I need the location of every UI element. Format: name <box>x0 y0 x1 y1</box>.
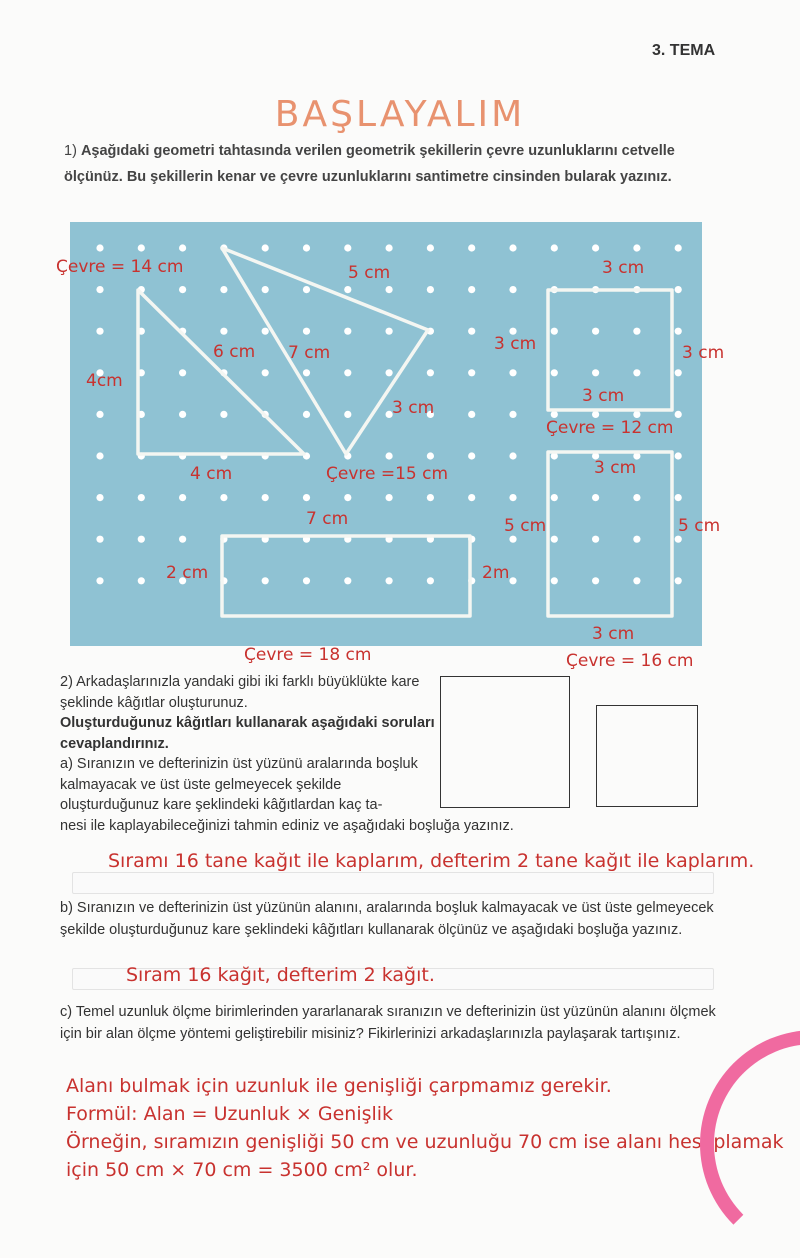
peg <box>138 536 145 543</box>
large-square-paper <box>440 676 570 808</box>
square-side-label: 3 cm <box>582 386 625 406</box>
peg <box>262 369 269 376</box>
peg <box>179 411 186 418</box>
peg <box>633 411 640 418</box>
peg <box>592 328 599 335</box>
perimeter-square-label: Çevre = 12 cm <box>546 418 674 438</box>
peg <box>386 452 393 459</box>
perimeter-rectangle-label: Çevre = 16 cm <box>566 651 694 671</box>
peg <box>551 411 558 418</box>
peg <box>96 494 103 501</box>
peg <box>468 244 475 251</box>
peg <box>179 286 186 293</box>
question-1-text: Aşağıdaki geometri tahtasında verilen geometrik şekillerin çevre uzunluklarını cetvelle ölçünüz. Bu şekillerin kenar ve çevre uzunluklarını santimetre cinsinden bularak yazınız. <box>64 143 675 185</box>
answer-c-line: için 50 cm × 70 cm = 3500 cm² olur. <box>66 1159 418 1181</box>
peg <box>675 577 682 584</box>
peg <box>633 244 640 251</box>
peg <box>220 328 227 335</box>
peg <box>386 494 393 501</box>
peg <box>96 286 103 293</box>
peg <box>344 244 351 251</box>
question-2b: b) Sıranızın ve defterinizin üst yüzünün alanını, aralarında boşluk kalmayacak ve üst üste gelmeyecek şekilde oluşturduğunuz kare şeklindeki kâğıtları kullanarak ölçünüz ve aşağıdaki boşluğa yazınız. <box>60 900 714 938</box>
peg <box>592 494 599 501</box>
peg <box>303 286 310 293</box>
answer-c-line: Alanı bulmak için uzunluk ile genişliği çarpmamız gerekir. <box>66 1075 612 1097</box>
peg <box>427 577 434 584</box>
peg <box>262 328 269 335</box>
kite-side-label: 3 cm <box>392 398 435 418</box>
peg <box>675 494 682 501</box>
small-square-paper <box>596 705 698 807</box>
triangle-side-label: 4cm <box>86 371 123 391</box>
peg <box>96 452 103 459</box>
question-2a-text-end: nesi ile kaplayabileceğinizi tahmin ediniz ve aşağıdaki boşluğa yazınız. <box>60 818 514 834</box>
peg <box>220 411 227 418</box>
peg <box>386 369 393 376</box>
peg <box>427 494 434 501</box>
peg <box>551 244 558 251</box>
peg <box>386 286 393 293</box>
peg <box>96 536 103 543</box>
question-2-intro: 2) Arkadaşlarınızla yandaki gibi iki farklı büyüklükte kare şeklinde kâğıtlar oluşturunuz. <box>60 674 420 711</box>
peg <box>592 411 599 418</box>
peg <box>179 244 186 251</box>
peg <box>675 244 682 251</box>
perimeter-kite-label: Çevre =15 cm <box>326 464 449 484</box>
peg <box>675 328 682 335</box>
triangle-side-label: 6 cm <box>213 342 256 362</box>
peg <box>344 286 351 293</box>
peg <box>633 328 640 335</box>
peg <box>262 494 269 501</box>
kite-side-label: 7 cm <box>288 343 331 363</box>
peg <box>96 328 103 335</box>
peg <box>592 577 599 584</box>
peg <box>633 577 640 584</box>
peg <box>633 494 640 501</box>
peg <box>551 536 558 543</box>
peg <box>303 244 310 251</box>
triangle-shape <box>138 290 304 454</box>
peg <box>551 369 558 376</box>
peg <box>386 244 393 251</box>
question-2 <box>60 672 440 816</box>
peg <box>509 286 516 293</box>
rectangle-side-label: 5 cm <box>504 516 547 536</box>
peg <box>675 286 682 293</box>
kite-side-label: 3 cm <box>494 334 537 354</box>
rectangle-side-label: 7 cm <box>306 509 349 529</box>
peg <box>551 494 558 501</box>
peg <box>509 577 516 584</box>
peg <box>468 494 475 501</box>
peg <box>344 494 351 501</box>
peg <box>509 411 516 418</box>
peg <box>303 494 310 501</box>
question-number: 1) <box>64 143 77 159</box>
peg <box>344 411 351 418</box>
square-side-label: 3 cm <box>602 258 645 278</box>
answer-c-line: Formül: Alan = Uzunluk × Genişlik <box>66 1103 394 1125</box>
peg <box>303 369 310 376</box>
answer-c-line: Örneğin, sıramızın genişliği 50 cm ve uzunluğu 70 cm ise alanı hesaplamak <box>66 1131 784 1153</box>
peg <box>344 328 351 335</box>
peg <box>138 494 145 501</box>
answer-b: Sıram 16 kağıt, defterim 2 kağıt. <box>126 964 435 986</box>
answer-line <box>72 872 714 894</box>
peg <box>427 452 434 459</box>
peg <box>427 286 434 293</box>
peg <box>138 577 145 584</box>
peg <box>386 328 393 335</box>
peg <box>303 411 310 418</box>
peg <box>675 452 682 459</box>
peg <box>427 244 434 251</box>
peg <box>344 577 351 584</box>
peg <box>468 328 475 335</box>
peg <box>179 369 186 376</box>
peg <box>96 577 103 584</box>
page-title: BAŞLAYALIM <box>274 94 526 135</box>
question-2c: c) Temel uzunluk ölçme birimlerinden yararlanarak sıranızın ve defterinizin üst yüzünün alanını ölçmek için bir alan ölçme yöntemi geliştirebilir misiniz? Fikirlerinizi arkadaşlarınızla paylaşarak tartışınız. <box>60 1004 716 1042</box>
question-1 <box>64 138 724 190</box>
peg <box>468 286 475 293</box>
peg <box>551 577 558 584</box>
peg <box>96 244 103 251</box>
peg <box>675 369 682 376</box>
triangle-side-label: 4 cm <box>190 464 233 484</box>
peg <box>220 494 227 501</box>
peg <box>675 536 682 543</box>
peg <box>262 286 269 293</box>
answer-a: Sıramı 16 tane kağıt ile kaplarım, defterim 2 tane kağıt ile kaplarım. <box>108 850 755 872</box>
peg <box>262 577 269 584</box>
peg <box>509 244 516 251</box>
peg <box>344 369 351 376</box>
peg <box>303 328 310 335</box>
rectangle-side-label: 3 cm <box>592 624 635 644</box>
peg <box>468 452 475 459</box>
rectangle-side-label: 2 cm <box>166 563 209 583</box>
peg <box>468 411 475 418</box>
peg <box>179 536 186 543</box>
corner-decoration-arc <box>700 1030 800 1258</box>
peg <box>509 369 516 376</box>
peg <box>675 411 682 418</box>
kite-side-label: 5 cm <box>348 263 391 283</box>
peg <box>633 369 640 376</box>
rectangle-side-label: 3 cm <box>594 458 637 478</box>
peg <box>633 536 640 543</box>
horizontal-rectangle-shape <box>222 536 470 616</box>
peg <box>592 369 599 376</box>
peg <box>509 494 516 501</box>
peg <box>220 286 227 293</box>
peg <box>138 244 145 251</box>
peg <box>592 244 599 251</box>
rectangle-side-label: 5 cm <box>678 516 721 536</box>
peg <box>592 536 599 543</box>
perimeter-triangle-label: Çevre = 14 cm <box>56 257 184 277</box>
peg <box>468 369 475 376</box>
peg <box>179 494 186 501</box>
peg <box>386 577 393 584</box>
peg <box>303 577 310 584</box>
perimeter-rectangle-label: Çevre = 18 cm <box>244 645 372 665</box>
question-2-instruction: Oluşturduğunuz kâğıtları kullanarak aşağıdaki soruları cevaplandırınız. <box>60 715 435 752</box>
peg <box>96 411 103 418</box>
peg <box>262 244 269 251</box>
rectangle-side-label: 2m <box>482 563 510 583</box>
peg <box>551 328 558 335</box>
answer-c <box>66 1072 783 1184</box>
square-side-label: 3 cm <box>682 343 725 363</box>
peg <box>509 536 516 543</box>
unit-label: 3. TEMA <box>652 42 716 59</box>
peg <box>427 369 434 376</box>
question-2a-text: a) Sıranızın ve defterinizin üst yüzünü aralarında boşluk kalmayacak ve üst üste gelmeyecek şekilde oluşturduğunuz kare şeklindeki kâğıtlardan kaç ta- <box>60 756 418 813</box>
peg <box>509 452 516 459</box>
